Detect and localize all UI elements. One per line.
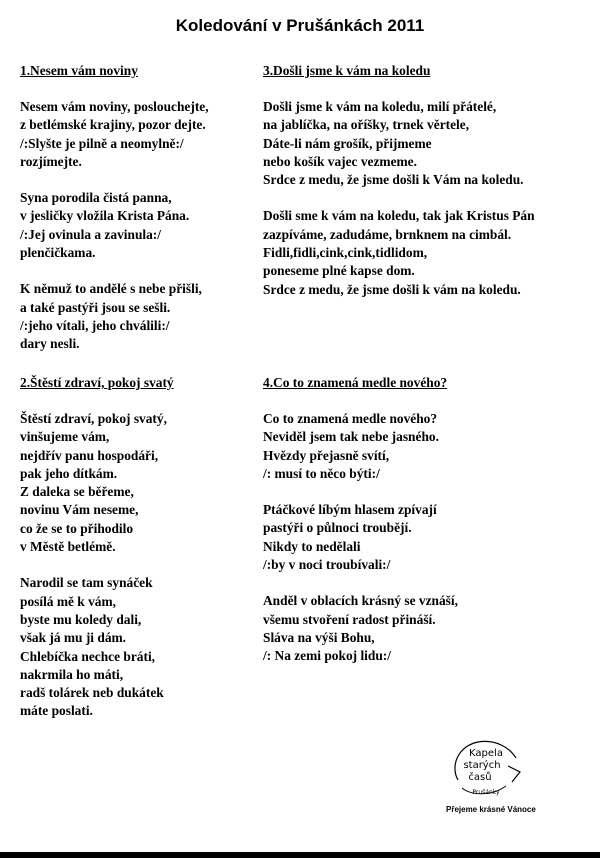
song-heading: 2.Štěstí zdraví, pokoj svatý <box>20 375 174 390</box>
band-logo <box>448 736 524 806</box>
bottom-border <box>0 852 600 858</box>
lyric-line: Nesem vám noviny, poslouchejte, <box>20 99 209 114</box>
lyric-line: Co to znamená medle nového? <box>263 411 438 426</box>
lyric-line: v jesličky vložila Krista Pána. <box>20 208 190 224</box>
lyric-line: z betlémské krajiny, pozor dejte. <box>20 117 206 133</box>
song-1 <box>20 62 250 354</box>
lyric-line: všemu stvoření radost přináší. <box>263 611 436 627</box>
lyric-line: Nikdy to nedělali <box>263 538 361 554</box>
lyric-line: zazpíváme, zadudáme, brnknem na cimbál. <box>263 226 512 242</box>
lyric-line: /:Slyšte je pilně a neomylně:/ <box>20 135 184 151</box>
christmas-wish: Přejeme krásné Vánoce <box>446 805 536 814</box>
logo-line-1: Kapela <box>469 748 503 759</box>
stanza <box>20 574 250 720</box>
lyric-line: /:by v noci troubívali:/ <box>263 557 391 573</box>
lyric-line: Ptáčkové líbým hlasem zpívají <box>263 502 437 518</box>
lyric-line: Došli sme k vám na koledu, tak jak Kristus Pán <box>263 208 535 224</box>
lyric-line: byste mu koledy dali, <box>20 611 142 627</box>
lyric-line: radš tolárek neb dukátek <box>20 685 164 701</box>
lyric-line: Neviděl jsem tak nebe jasného. <box>263 429 439 445</box>
lyric-line: Z daleka se běřeme, <box>20 484 134 500</box>
lyric-line: nejdřív panu hospodáři, <box>20 447 159 463</box>
song-3 <box>263 62 593 317</box>
song-heading: 3.Došli jsme k vám na koledu <box>263 63 431 78</box>
left-column <box>20 62 250 372</box>
lyric-line: pak jeho dítkám. <box>20 465 118 481</box>
lyric-line: Fidli,fidli,cink,cink,tidlidom, <box>263 245 428 261</box>
lyric-line: pastýři o půlnoci troubějí. <box>263 520 412 536</box>
lyric-line: Došli jsme k vám na koledu, milí přátelé, <box>263 99 497 114</box>
lyric-line: nebo košík vajec vezmeme. <box>263 153 417 169</box>
lyric-line: rozjímejte. <box>20 153 82 169</box>
lyric-line: plenčičkama. <box>20 245 96 261</box>
lyric-line: Štěstí zdraví, pokoj svatý, <box>20 411 167 426</box>
song-heading: 4.Co to znamená medle nového? <box>263 375 448 390</box>
stanza <box>263 207 593 298</box>
lyric-line: nakrmila ho máti, <box>20 666 124 682</box>
lyric-line: Sláva na výši Bohu, <box>263 629 375 645</box>
lyric-line: Syna porodila čistá panna, <box>20 190 172 206</box>
song-heading: 1.Nesem vám noviny <box>20 63 138 78</box>
lyric-line: Hvězdy přejasně svítí, <box>263 447 390 463</box>
lyric-line: poneseme plné kapse dom. <box>263 263 415 279</box>
lyric-line: K němuž to andělé s nebe přišli, <box>20 281 202 297</box>
stanza <box>20 189 250 262</box>
lyric-line: /: musí to něco býti:/ <box>263 465 380 481</box>
stanza <box>263 410 593 483</box>
stanza <box>20 410 250 556</box>
logo-line-2: starých <box>463 760 501 771</box>
lyric-line: posílá mě k vám, <box>20 593 116 609</box>
lyric-line: na jablíčka, na oříšky, trnek věrtele, <box>263 117 470 133</box>
lyric-line: Narodil se tam synáček <box>20 575 153 591</box>
stanza <box>20 98 250 171</box>
lyric-line: však já mu ji dám. <box>20 630 127 646</box>
stanza <box>20 280 250 353</box>
lyric-line: novinu Vám neseme, <box>20 502 139 518</box>
logo-graphic <box>448 736 524 806</box>
lyric-line: vinšujeme vám, <box>20 429 110 445</box>
lyric-line: Dáte-li nám grošík, přijmeme <box>263 135 432 151</box>
lyric-line: Chlebíčka nechce bráti, <box>20 648 156 664</box>
lyric-line: /:Jej ovinula a zavinula:/ <box>20 226 161 242</box>
lyric-line: dary nesli. <box>20 336 80 352</box>
lyric-line: Srdce z medu, že jsme došli k vám na koledu. <box>263 281 521 297</box>
song-4 <box>263 374 593 684</box>
lyric-line: /:jeho vítali, jeho chválili:/ <box>20 317 170 333</box>
logo-line-3: časů <box>468 772 492 783</box>
lyric-line: co že se to přihodilo <box>20 520 134 536</box>
lyric-line: Srdce z medu, že jsme došli k Vám na koledu. <box>263 172 524 188</box>
lyric-line: a také pastýři jsou se sešli. <box>20 299 171 315</box>
lyric-line: Anděl v oblacích krásný se vznáší, <box>263 593 458 609</box>
stanza <box>263 501 593 574</box>
stanza <box>263 592 593 665</box>
stanza <box>263 98 593 189</box>
lyric-line: /: Na zemi pokoj lidu:/ <box>263 648 391 664</box>
lyric-line: máte poslati. <box>20 703 93 719</box>
document-title: Koledování v Prušánkách 2011 <box>175 16 425 35</box>
song-2 <box>20 374 250 739</box>
lyric-line: v Městě betlémě. <box>20 539 116 555</box>
logo-place: Prušánky <box>472 789 500 796</box>
